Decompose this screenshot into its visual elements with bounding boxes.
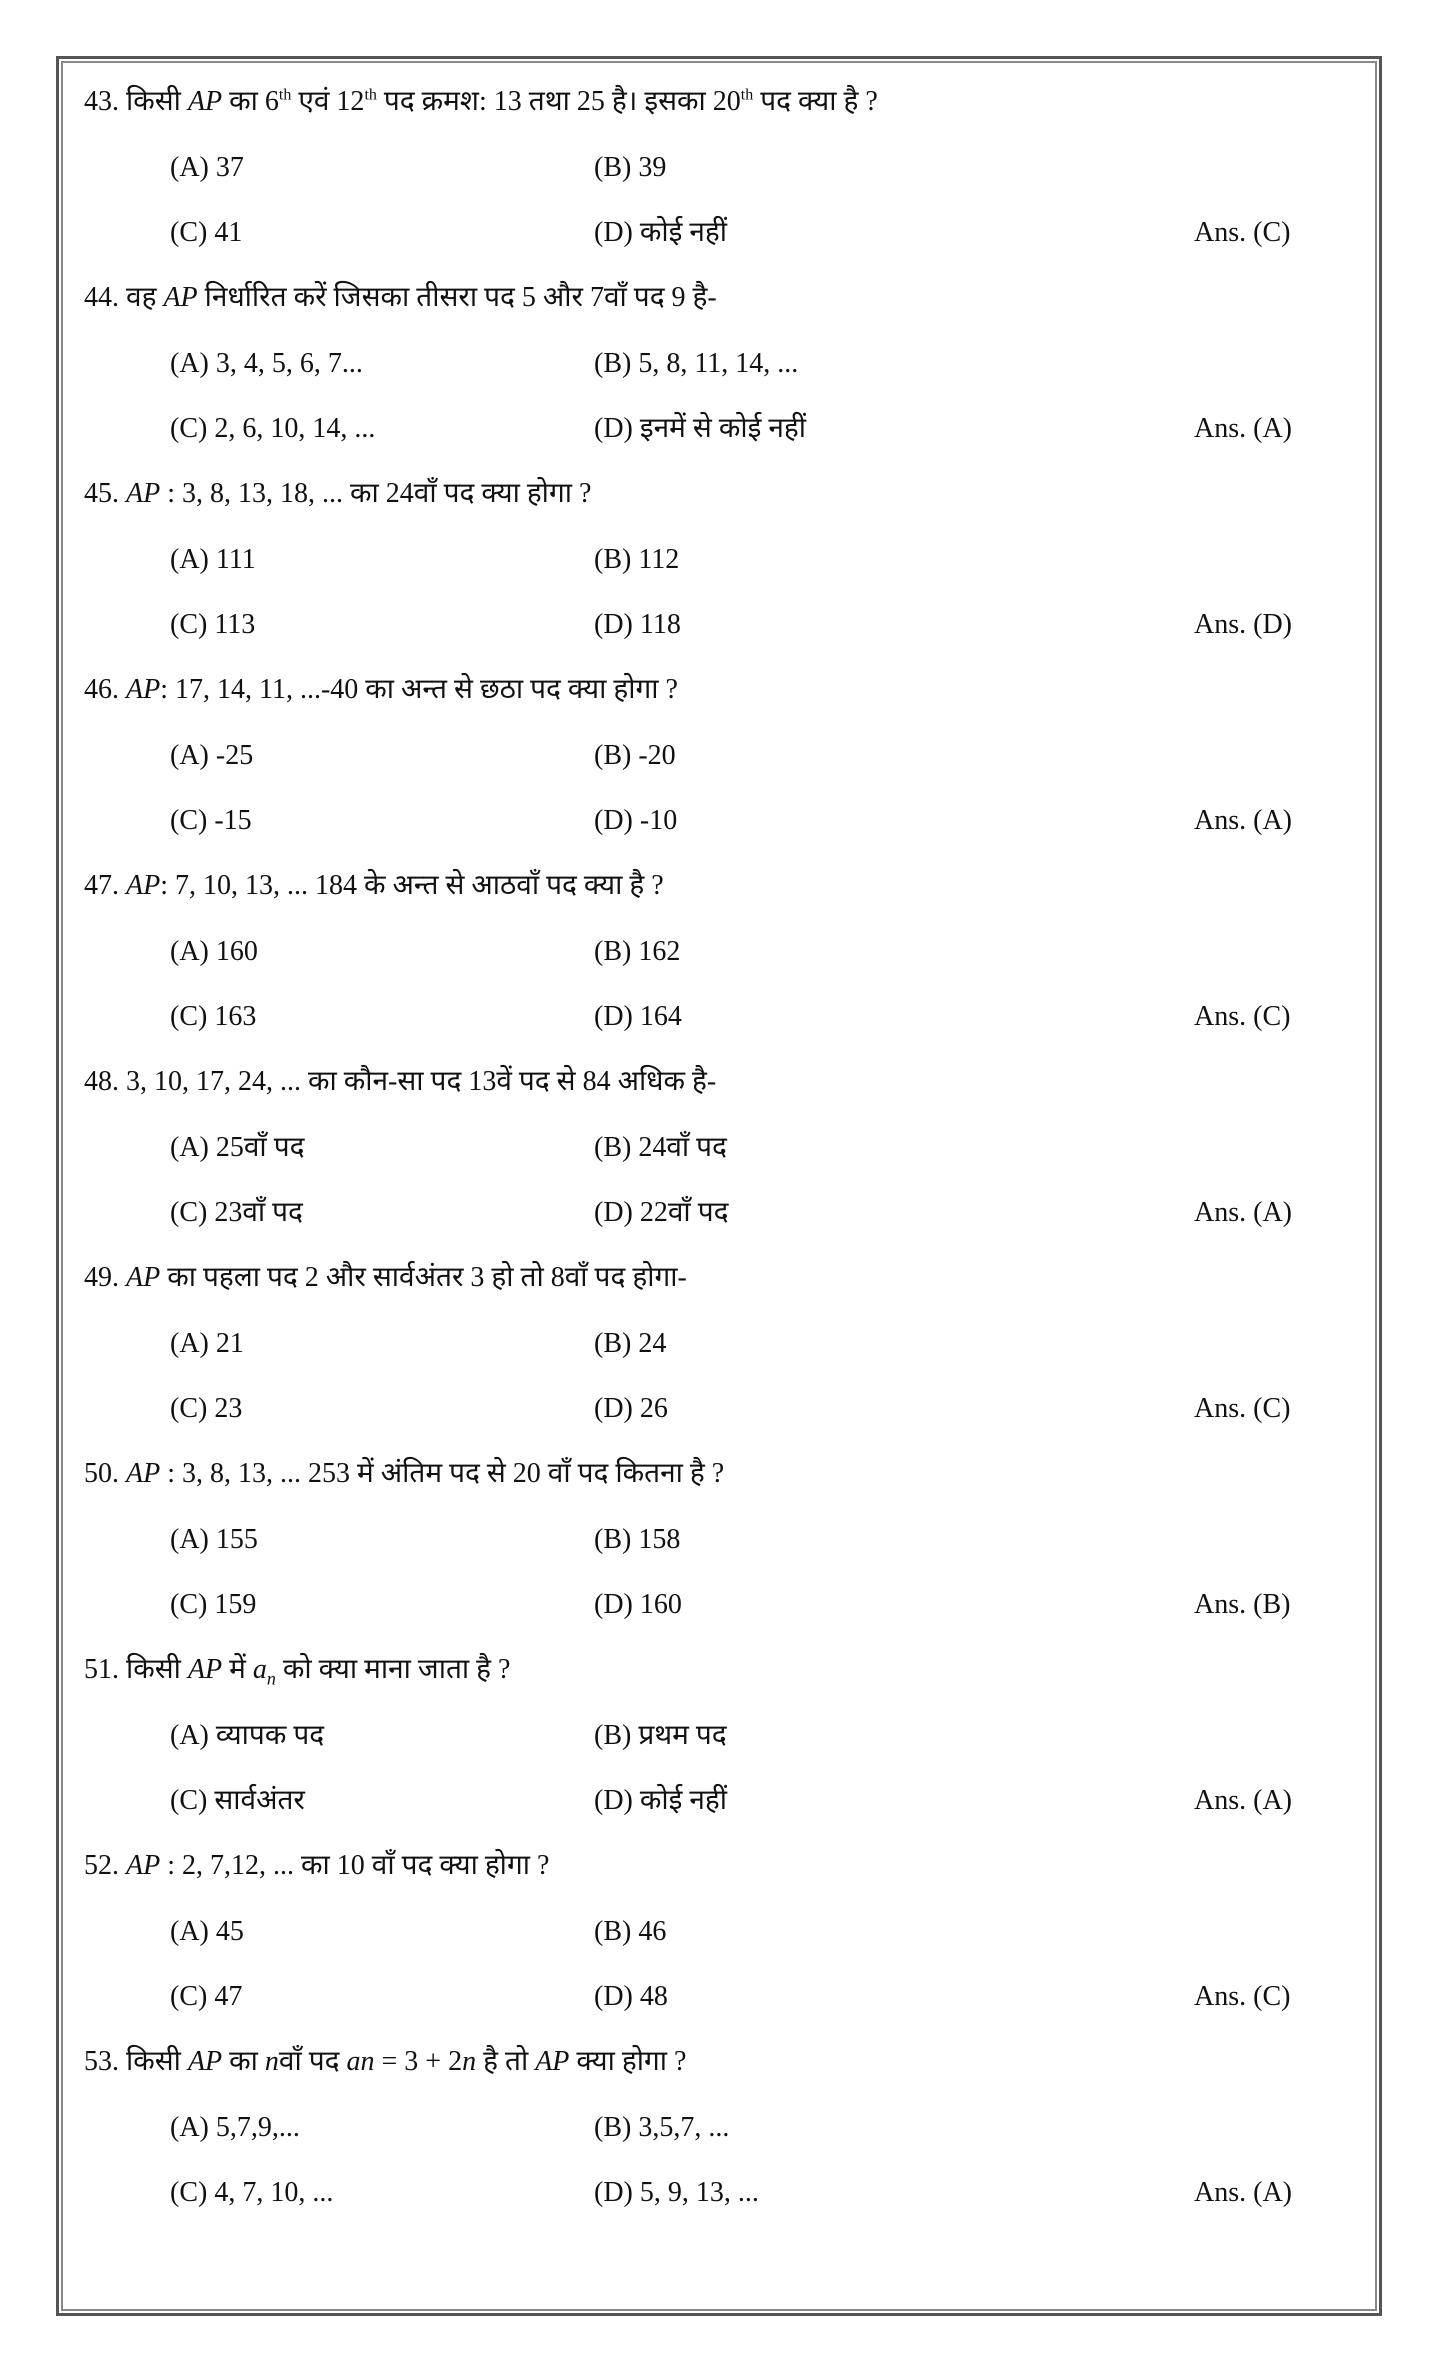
option-b: (B) 3,5,7, ... bbox=[594, 2112, 730, 2143]
question-text: 44. वह AP निर्धारित करें जिसका तीसरा पद 5 और 7वाँ पद 9 है- bbox=[84, 282, 717, 313]
option-d: (D) 118 bbox=[594, 609, 681, 640]
option-b: (B) प्रथम पद bbox=[594, 1720, 727, 1751]
question-49 bbox=[84, 1260, 1304, 1456]
answer: Ans. (C) bbox=[1194, 1393, 1291, 1424]
question-list bbox=[84, 84, 1304, 2240]
option-b: (B) 158 bbox=[594, 1524, 681, 1555]
answer: Ans. (A) bbox=[1194, 805, 1292, 836]
option-c: (C) 159 bbox=[170, 1589, 257, 1620]
option-b: (B) 24वाँ पद bbox=[594, 1132, 727, 1163]
question-45 bbox=[84, 476, 1304, 672]
question-text: 47. AP: 7, 10, 13, ... 184 के अन्त से आठवाँ पद क्या है ? bbox=[84, 870, 664, 901]
option-d: (D) -10 bbox=[594, 805, 678, 836]
question-43 bbox=[84, 84, 1304, 280]
question-44 bbox=[84, 280, 1304, 476]
option-c: (C) 47 bbox=[170, 1981, 243, 2012]
option-d: (D) कोई नहीं bbox=[594, 217, 728, 248]
option-a: (A) 111 bbox=[170, 544, 256, 575]
option-d: (D) 22वाँ पद bbox=[594, 1197, 729, 1228]
answer: Ans. (A) bbox=[1194, 413, 1292, 444]
question-text: 46. AP: 17, 14, 11, ...-40 का अन्त से छठा पद क्या होगा ? bbox=[84, 674, 678, 705]
option-c: (C) सार्वअंतर bbox=[170, 1785, 305, 1816]
option-b: (B) 24 bbox=[594, 1328, 667, 1359]
option-c: (C) 23 bbox=[170, 1393, 243, 1424]
option-b: (B) 39 bbox=[594, 152, 667, 183]
question-text: 43. किसी AP का 6th एवं 12th पद क्रमश: 13 तथा 25 है। इसका 20th पद क्या है ? bbox=[84, 86, 878, 117]
option-c: (C) 113 bbox=[170, 609, 256, 640]
question-text: 53. किसी AP का nवाँ पद an = 3 + 2n है तो AP क्या होगा ? bbox=[84, 2046, 687, 2077]
option-a: (A) 25वाँ पद bbox=[170, 1132, 305, 1163]
question-text: 45. AP : 3, 8, 13, 18, ... का 24वाँ पद क्या होगा ? bbox=[84, 478, 592, 509]
option-b: (B) 162 bbox=[594, 936, 681, 967]
option-c: (C) -15 bbox=[170, 805, 252, 836]
option-a: (A) 45 bbox=[170, 1916, 244, 1947]
option-c: (C) 23वाँ पद bbox=[170, 1197, 303, 1228]
question-text: 49. AP का पहला पद 2 और सार्वअंतर 3 हो तो 8वाँ पद होगा- bbox=[84, 1262, 687, 1293]
option-c: (C) 163 bbox=[170, 1001, 257, 1032]
option-d: (D) 160 bbox=[594, 1589, 682, 1620]
option-a: (A) 21 bbox=[170, 1328, 244, 1359]
answer: Ans. (A) bbox=[1194, 1785, 1292, 1816]
option-d: (D) कोई नहीं bbox=[594, 1785, 728, 1816]
option-b: (B) 112 bbox=[594, 544, 680, 575]
question-text: 51. किसी AP में $a_n$ को क्या माना जाता है ? bbox=[84, 1654, 511, 1689]
question-48 bbox=[84, 1064, 1304, 1260]
option-c: (C) 4, 7, 10, ... bbox=[170, 2177, 334, 2208]
option-a: (A) 160 bbox=[170, 936, 258, 967]
question-text: 52. AP : 2, 7,12, ... का 10 वाँ पद क्या होगा ? bbox=[84, 1850, 550, 1881]
option-a: (A) 155 bbox=[170, 1524, 258, 1555]
answer: Ans. (C) bbox=[1194, 217, 1291, 248]
option-a: (A) व्यापक पद bbox=[170, 1720, 325, 1751]
question-53 bbox=[84, 2044, 1304, 2240]
option-d: (D) 5, 9, 13, ... bbox=[594, 2177, 759, 2208]
answer: Ans. (A) bbox=[1194, 2177, 1292, 2208]
option-a: (A) 3, 4, 5, 6, 7... bbox=[170, 348, 363, 379]
answer: Ans. (B) bbox=[1194, 1589, 1291, 1620]
question-text: 48. 3, 10, 17, 24, ... का कौन-सा पद 13वें पद से 84 अधिक है- bbox=[84, 1066, 717, 1097]
option-d: (D) इनमें से कोई नहीं bbox=[594, 413, 806, 444]
option-d: (D) 48 bbox=[594, 1981, 668, 2012]
question-51 bbox=[84, 1652, 1304, 1848]
question-52 bbox=[84, 1848, 1304, 2044]
question-47 bbox=[84, 868, 1304, 1064]
option-d: (D) 26 bbox=[594, 1393, 668, 1424]
option-c: (C) 41 bbox=[170, 217, 243, 248]
option-a: (A) 5,7,9,... bbox=[170, 2112, 300, 2143]
answer: Ans. (C) bbox=[1194, 1001, 1291, 1032]
option-d: (D) 164 bbox=[594, 1001, 682, 1032]
question-text: 50. AP : 3, 8, 13, ... 253 में अंतिम पद से 20 वाँ पद कितना है ? bbox=[84, 1458, 725, 1489]
answer: Ans. (A) bbox=[1194, 1197, 1292, 1228]
answer: Ans. (D) bbox=[1194, 609, 1292, 640]
option-b: (B) 46 bbox=[594, 1916, 667, 1947]
option-a: (A) 37 bbox=[170, 152, 244, 183]
option-a: (A) -25 bbox=[170, 740, 254, 771]
question-46 bbox=[84, 672, 1304, 868]
option-b: (B) -20 bbox=[594, 740, 676, 771]
question-50 bbox=[84, 1456, 1304, 1652]
option-c: (C) 2, 6, 10, 14, ... bbox=[170, 413, 376, 444]
option-b: (B) 5, 8, 11, 14, ... bbox=[594, 348, 799, 379]
answer: Ans. (C) bbox=[1194, 1981, 1291, 2012]
